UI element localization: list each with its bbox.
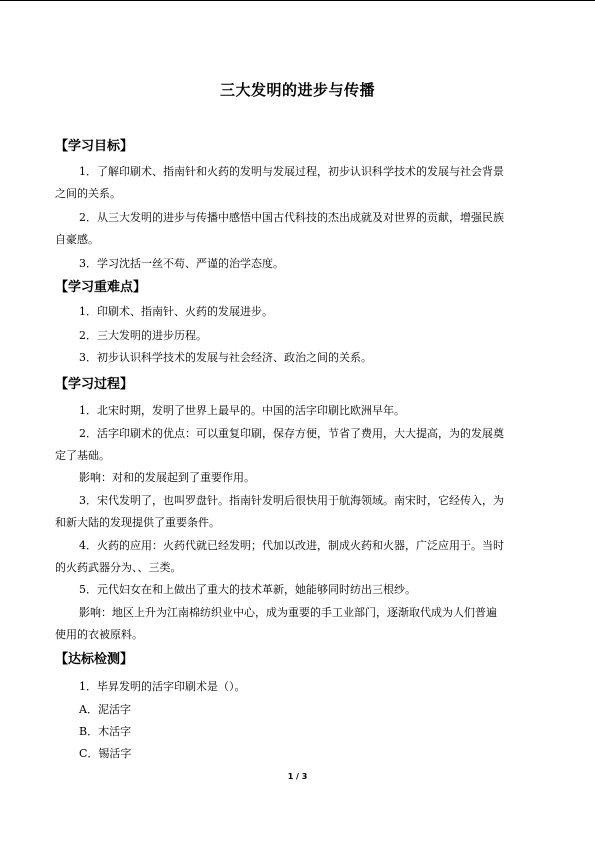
- process-line: 3．宋代发明了，也叫罗盘针。指南针发明后很快用于航海领域。南宋时，它经传入，为: [79, 494, 504, 507]
- section-heading-goals: 【学习目标】: [55, 139, 134, 154]
- process-line: 4．火药的应用：火药代就已经发明；代加以改进，制成火药和火器，广泛应用于。当时: [79, 539, 504, 552]
- page-title: 三大发明的进步与传播: [219, 81, 375, 99]
- key-points-line: 3．初步认识科学技术的发展与社会经济、政治之间的关系。: [79, 351, 372, 364]
- process-line: 和新大陆的发现提供了重要条件。: [55, 516, 220, 529]
- section-heading-key-points: 【学习重难点】: [55, 280, 147, 295]
- process-line: 5．元代妇女在和上做出了重大的技术革新，她能够同时纺出三根纱。: [79, 583, 416, 596]
- section-heading-test: 【达标检测】: [55, 652, 134, 667]
- test-option: A．泥活字: [79, 703, 131, 716]
- goals-line: 2．从三大发明的进步与传播中感悟中国古代科技的杰出成就及对世界的贡献，增强民族: [79, 211, 504, 224]
- test-question: 1．毕昇发明的活字印刷术是（）。: [79, 680, 246, 693]
- goals-line: 1．了解印刷术、指南针和火药的发明与发展过程，初步认识科学技术的发展与社会背景: [79, 165, 504, 178]
- process-line: 影响：对和的发展起到了重要作用。: [79, 471, 255, 484]
- process-line: 的火药武器分为、、三类。: [55, 561, 182, 574]
- goals-line: 3．学习沈括一丝不苟、严谨的治学态度。: [79, 257, 284, 270]
- process-line: 影响：地区上升为江南棉纺织业中心，成为重要的手工业部门，逐渐取代成为人们普遍: [79, 606, 497, 619]
- goals-line: 自豪感。: [55, 233, 99, 246]
- key-points-line: 1．印刷术、指南针、火药的发展进步。: [79, 305, 273, 318]
- process-line: 1．北宋时期，发明了世界上最早的。中国的活字印刷比欧洲早年。: [79, 404, 405, 417]
- process-line: 定了基础。: [55, 449, 110, 462]
- process-line: 2．活字印刷术的优点：可以重复印刷，保存方便，节省了费用，大大提高，为的发展奠: [79, 427, 504, 440]
- process-line: 使用的衣被原料。: [55, 628, 143, 641]
- goals-line: 之间的关系。: [55, 187, 121, 200]
- page-number: 1 / 3: [287, 772, 308, 781]
- section-heading-process: 【学习过程】: [55, 377, 134, 392]
- test-option: C．锡活字: [79, 747, 132, 760]
- top-rule: [0, 0, 595, 1]
- key-points-line: 2．三大发明的进步历程。: [79, 329, 207, 342]
- test-option: B．木活字: [79, 725, 132, 738]
